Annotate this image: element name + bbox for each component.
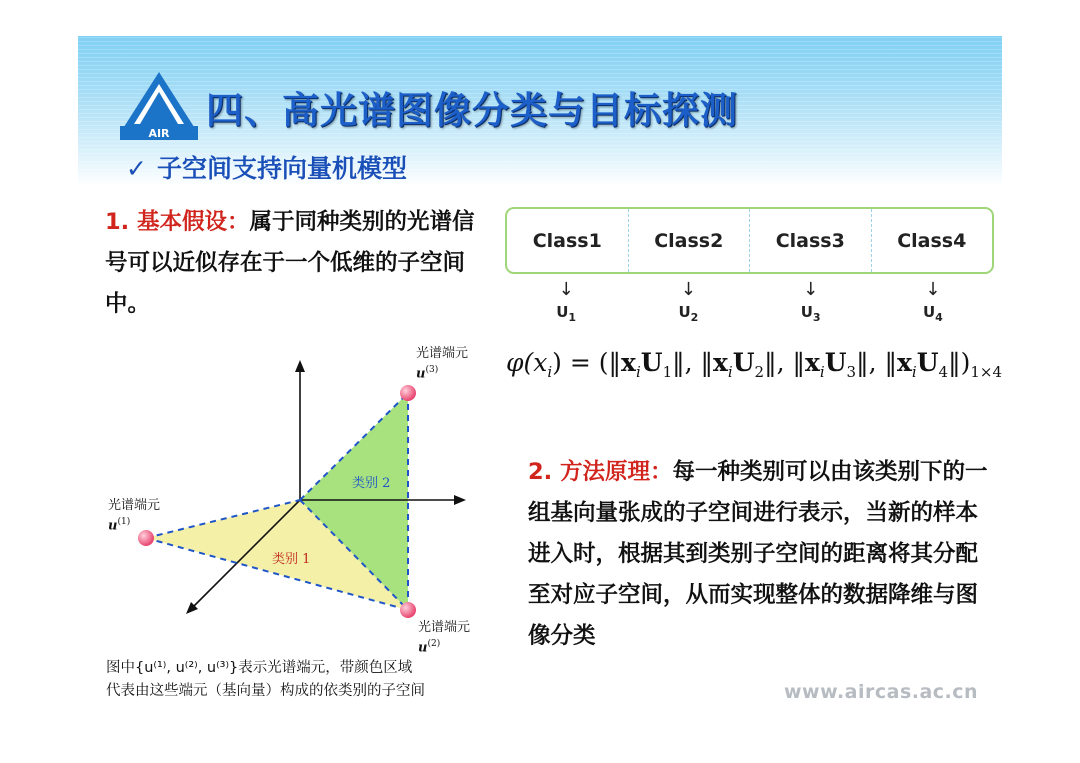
endmember-point [400,385,416,401]
endmember-point [400,602,416,618]
assumption-text: 属于同种类别的光谱信号可以近似存在于一个低维的子空间中。 [105,209,475,317]
class-label: Class4 [897,229,967,252]
logo-text: AIR [148,127,170,140]
subspace-arrows [505,279,994,329]
page-subtitle [126,149,407,185]
subspace-diagram [98,346,518,656]
feature-formula: $\varphi(x_i)$ = ($‖x_iU_1‖$, $‖x_iU_2‖$, $‖x_iU_3‖$, $‖x_iU_4‖)_{1\times 4}$ [506,348,1002,381]
website-url: www.aircas.ac.cn [784,681,979,703]
method-principle-paragraph [528,452,988,657]
principle-text: 每一种类别可以由该类别下的一组基向量张成的子空间进行表示，当新的样本进入时，根据其到类别子空间的距离将其分配至对应子空间，从而实现整体的数据降维与图像分类 [528,459,988,649]
diagram-caption: 图中{u⁽¹⁾, u⁽²⁾, u⁽³⁾}表示光谱端元，带颜色区域 代表由这些端元（基向量）构成的依类别的子空间 [106,660,425,699]
down-arrow-icon: ↓ [925,279,941,300]
endmember-label-2: 光谱端元 $u^{(2)}$ [418,620,471,656]
subtitle-text: 子空间支持向量机模型 [156,154,407,183]
check-icon: ✓ [126,154,147,183]
subspace-label: $U_3$ [800,303,821,324]
page-title: 四、高光谱图像分类与目标探测 [206,89,738,132]
subspace-label: $U_4$ [922,303,943,324]
diagram-svg [98,348,518,648]
air-logo [120,70,198,140]
down-arrow-icon: ↓ [680,279,696,300]
region-label-1: 类别 1 [272,552,311,567]
subspace-label: $U_1$ [556,303,577,324]
principle-heading: 2. 方法原理： [528,459,673,485]
region-label-2: 类别 2 [352,476,391,491]
class-label: Class1 [507,209,629,272]
subspace-label: $U_2$ [678,303,699,324]
slide [78,36,1002,726]
assumption-heading: 1. 基本假设： [105,209,250,235]
down-arrow-icon: ↓ [803,279,819,300]
endmember-label-1: 光谱端元 $u^{(1)}$ [108,498,161,534]
class-box [505,207,994,274]
down-arrow-icon: ↓ [558,279,574,300]
class-label: Class2 [629,209,751,272]
basic-assumption-paragraph [105,202,485,325]
class-label: Class3 [750,209,872,272]
endmember-label-3: 光谱端元 $u^{(3)}$ [416,346,469,382]
